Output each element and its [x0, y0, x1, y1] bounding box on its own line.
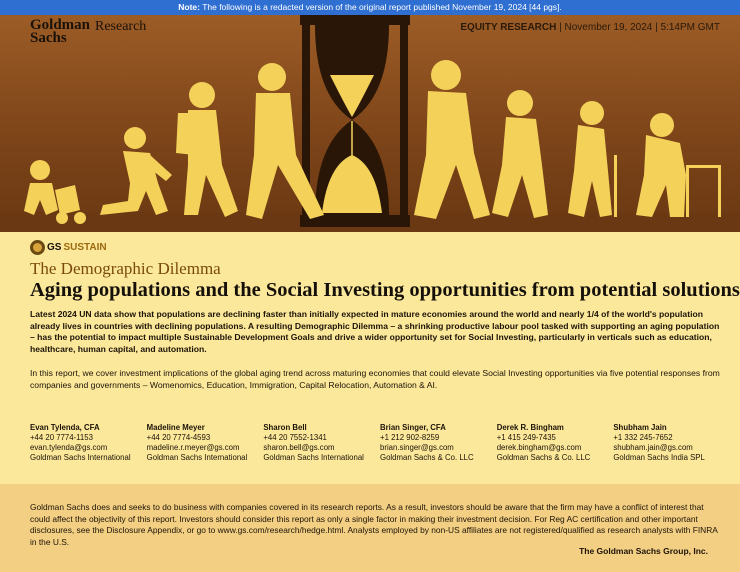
- logo-line-2: Sachs: [30, 30, 67, 46]
- disclaimer-text: Goldman Sachs does and seeks to do business with companies covered in its research reports. As a result, investors should be aware that the firm may have a conflict of interest that could affect the objectivity of this report. Investors should consider this report as only a single factor in making their investment decision. For Reg AC certification and other important disclosures, see the Disclosure Appendix, or go to www.gs.com/research/hedge.html. Analysts employed by non-US affiliates are not registered/qualified as research analysts with FINRA in the U.S.: [30, 502, 718, 547]
- author-email[interactable]: evan.tylenda@gs.com: [30, 443, 108, 452]
- note-label: Note:: [178, 2, 200, 12]
- report-time: 5:14PM GMT: [660, 22, 720, 33]
- author-card: [380, 423, 497, 463]
- goldman-sachs-logo: [30, 19, 90, 45]
- author-firm: Goldman Sachs & Co. LLC: [496, 453, 591, 462]
- sustain-label: SUSTAIN: [63, 242, 107, 253]
- author-name: Madeline Meyer: [146, 423, 205, 432]
- research-label: Research: [95, 19, 147, 34]
- redaction-note-bar: [0, 0, 740, 15]
- young-adult-silhouette: [246, 63, 324, 219]
- author-firm: Goldman Sachs & Co. LLC: [380, 453, 474, 462]
- gs-sustain-icon: [30, 240, 45, 255]
- hero-banner: [0, 15, 740, 232]
- author-firm: Goldman Sachs International: [146, 453, 248, 462]
- author-email[interactable]: sharon.bell@gs.com: [263, 443, 335, 452]
- author-name: Sharon Bell: [263, 423, 307, 432]
- footer-group-name: The Goldman Sachs Group, Inc.: [579, 546, 708, 556]
- author-phone: +1 415 249-7435: [496, 433, 556, 442]
- aging-silhouettes-illustration: [0, 15, 740, 232]
- author-phone: +1 332 245-7652: [613, 433, 673, 442]
- older-man-silhouette: [492, 90, 548, 218]
- author-firm: Goldman Sachs International: [30, 453, 131, 462]
- separator: |: [655, 22, 658, 33]
- author-email[interactable]: shubham.jain@gs.com: [613, 443, 693, 452]
- author-phone: +44 20 7774-4593: [146, 433, 211, 442]
- author-card: [30, 423, 147, 463]
- author-phone: +44 20 7774-1153: [30, 433, 93, 442]
- middle-aged-man-silhouette: [414, 60, 490, 219]
- report-subtitle: The Demographic Dilemma: [30, 259, 221, 278]
- author-name: Shubham Jain: [613, 423, 667, 432]
- sustain-prefix: GS: [47, 242, 62, 253]
- elderly-cane-silhouette: [568, 101, 617, 217]
- report-summary: Latest 2024 UN data show that populations are declining faster than initially expected in mature economies around the world and nearly 1/4 of the world's population already lives in countries with declining populations. A resulting Demographic Dilemma – a shrinking productive labour pool tasked with supporting an aging population – has the potential to impact multiple Sustainable Development Goals and drive a wider opportunity set for Social Investing, particularly in verticals such as education, healthcare, human capital, and automation.: [30, 309, 720, 354]
- hourglass-icon: [300, 15, 410, 227]
- author-card: [497, 423, 614, 463]
- toddler-silhouette: [24, 160, 86, 224]
- author-phone: +44 20 7552-1341: [263, 433, 327, 442]
- author-phone: +1 212 902-8259: [380, 433, 440, 442]
- author-email[interactable]: brian.singer@gs.com: [380, 443, 454, 452]
- report-intro: In this report, we cover investment implications of the global aging trend across maturing economies that could elevate Social Investing opportunities via five potential responses from companies and governments – Womenomics, Education, Immigration, Capital Relocation, Automation & AI.: [30, 368, 720, 390]
- author-name: Brian Singer, CFA: [380, 423, 446, 432]
- gs-sustain-badge: [30, 240, 107, 255]
- logo-line-1: Goldman: [30, 17, 91, 33]
- separator: |: [559, 22, 562, 33]
- report-metadata: [460, 22, 720, 33]
- note-text: The following is a redacted version of the original report published November 19, 2024 [44 pgs].: [202, 2, 562, 12]
- report-title: Aging populations and the Social Investing opportunities from potential solutions: [30, 279, 740, 301]
- author-card: [263, 423, 380, 463]
- author-list: [30, 423, 730, 463]
- author-name: Evan Tylenda, CFA: [30, 423, 100, 432]
- report-date: November 19, 2024: [564, 22, 653, 33]
- author-card: [147, 423, 264, 463]
- child-silhouette: [100, 127, 172, 215]
- elderly-walker-silhouette: [636, 113, 721, 217]
- author-card: [613, 423, 730, 463]
- author-email[interactable]: derek.bingham@gs.com: [496, 443, 582, 452]
- teenager-silhouette: [176, 82, 238, 217]
- author-firm: Goldman Sachs India SPL: [613, 453, 705, 462]
- section-label: EQUITY RESEARCH: [460, 22, 557, 33]
- author-email[interactable]: madeline.r.meyer@gs.com: [146, 443, 240, 452]
- author-name: Derek R. Bingham: [496, 423, 564, 432]
- author-firm: Goldman Sachs International: [263, 453, 364, 462]
